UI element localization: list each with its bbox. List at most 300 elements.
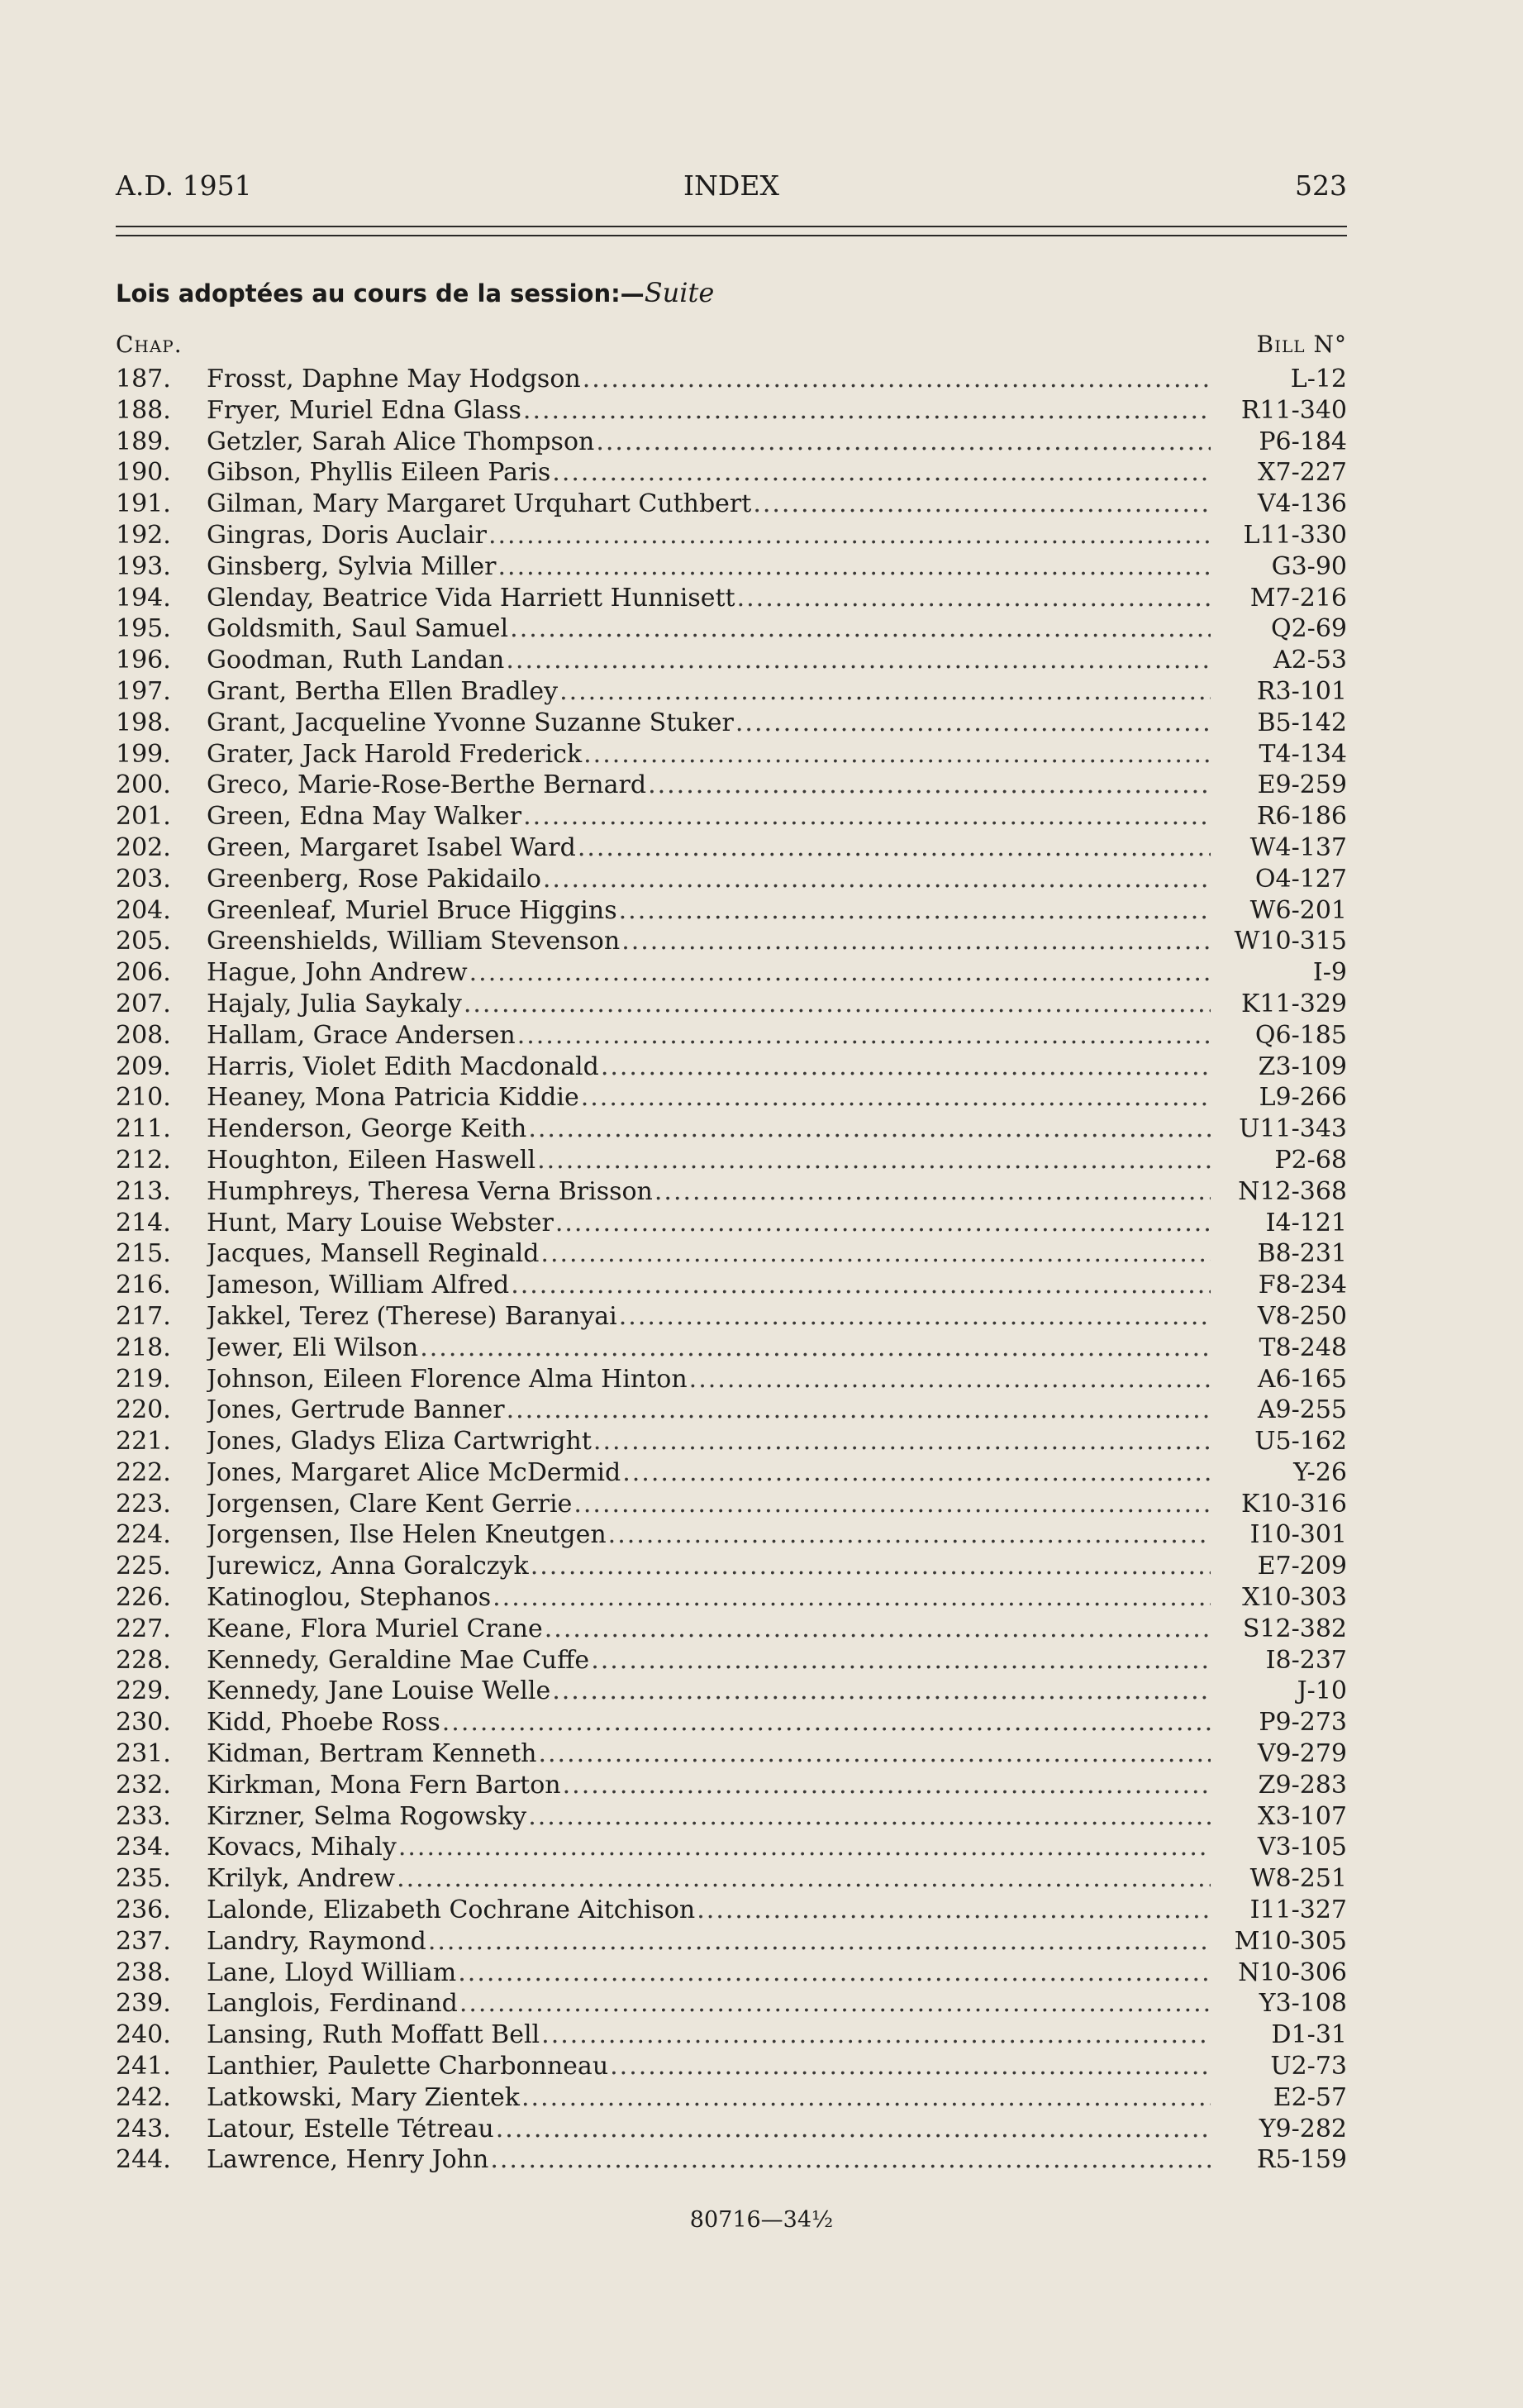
entry-name-leader <box>207 489 1211 520</box>
entry-bill-number: I10-301 <box>1249 1520 1347 1550</box>
index-entry <box>116 1020 1347 1051</box>
entry-name-leader <box>207 1176 1211 1208</box>
entry-name: Hague, John Andrew <box>207 958 468 988</box>
entry-chapter: 191. <box>116 489 171 519</box>
index-entry <box>116 2144 1347 2176</box>
entry-name-leader <box>207 645 1211 676</box>
entry-chapter: 243. <box>116 2114 171 2143</box>
entry-chapter: 213. <box>116 1176 171 1206</box>
entry-chapter: 228. <box>116 1645 171 1675</box>
entry-name: Getzler, Sarah Alice Thompson <box>207 427 595 456</box>
entry-bill-number: L9-266 <box>1259 1083 1347 1113</box>
entry-name: Jorgensen, Clare Kent Gerrie <box>207 1489 573 1519</box>
entry-bill-number: V8-250 <box>1257 1301 1347 1331</box>
entry-name-leader <box>207 1489 1211 1520</box>
entry-name-leader <box>207 1457 1211 1489</box>
entry-bill-number: I4-121 <box>1265 1208 1347 1237</box>
entry-bill-number: L11-330 <box>1243 520 1347 550</box>
entry-name-leader <box>207 1926 1211 1957</box>
entry-name: Ginsberg, Sylvia Miller <box>207 551 497 581</box>
entry-chapter: 223. <box>116 1489 171 1519</box>
entry-bill-number: Z3-109 <box>1258 1051 1347 1081</box>
entry-bill-number: P9-273 <box>1259 1708 1347 1738</box>
entry-name-leader <box>207 1863 1211 1895</box>
entry-name-leader <box>207 1645 1211 1676</box>
entry-chapter: 187. <box>116 365 171 393</box>
entry-name: Greenleaf, Muriel Bruce Higgins <box>207 895 617 925</box>
printer-signature: 80716—34½ <box>689 2207 834 2233</box>
index-entries <box>116 364 1347 2176</box>
index-entry <box>116 1176 1347 1208</box>
index-entry <box>116 1770 1347 1801</box>
index-entry <box>116 1551 1347 1582</box>
entry-bill-number: A9-255 <box>1257 1395 1347 1425</box>
entry-bill-number: B8-231 <box>1257 1239 1347 1269</box>
entry-name: Fryer, Muriel Edna Glass <box>207 395 521 425</box>
entry-bill-number: Q2-69 <box>1271 614 1347 644</box>
entry-name-leader <box>207 364 1211 395</box>
entry-name: Houghton, Eileen Haswell <box>207 1145 536 1175</box>
entry-name: Kennedy, Geraldine Mae Cuffe <box>207 1645 590 1675</box>
entry-name-leader <box>207 989 1211 1020</box>
index-entry <box>116 489 1347 520</box>
entry-name: Lawrence, Henry John <box>207 2145 489 2175</box>
index-entry <box>116 1457 1347 1489</box>
index-entry <box>116 1895 1347 1926</box>
entry-name: Jorgensen, Ilse Helen Kneutgen <box>207 1520 607 1550</box>
entry-chapter: 226. <box>116 1583 171 1613</box>
entry-name: Jameson, William Alfred <box>207 1271 510 1300</box>
index-entry <box>116 2051 1347 2082</box>
entry-name-leader <box>207 1676 1211 1707</box>
entry-chapter: 204. <box>116 895 171 925</box>
entry-name: Henderson, George Keith <box>207 1114 527 1144</box>
entry-name-leader <box>207 1270 1211 1301</box>
entry-name: Goodman, Ruth Landan <box>207 646 505 675</box>
entry-name: Krilyk, Andrew <box>207 1864 396 1894</box>
entry-chapter: 214. <box>116 1208 171 1237</box>
entry-bill-number: R5-159 <box>1256 2145 1347 2175</box>
entry-name-leader <box>207 583 1211 614</box>
entry-name-leader <box>207 2019 1211 2051</box>
index-entry <box>116 832 1347 864</box>
index-entry <box>116 1333 1347 1364</box>
section-title: Lois adoptées au cours de la session:— <box>116 279 645 308</box>
index-entry <box>116 708 1347 739</box>
entry-name-leader <box>207 1208 1211 1239</box>
index-entry <box>116 1645 1347 1676</box>
entry-name-leader <box>207 1301 1211 1333</box>
entry-chapter: 190. <box>116 458 171 488</box>
entry-chapter: 189. <box>116 427 171 456</box>
index-entry <box>116 1426 1347 1457</box>
index-entry <box>116 1926 1347 1957</box>
entry-chapter: 242. <box>116 2082 171 2112</box>
entry-chapter: 208. <box>116 1020 171 1050</box>
entry-chapter: 239. <box>116 1989 171 2019</box>
entry-name: Hallam, Grace Andersen <box>207 1020 516 1050</box>
entry-name-leader <box>207 395 1211 427</box>
entry-name: Greenshields, William Stevenson <box>207 927 621 956</box>
entry-chapter: 203. <box>116 864 171 894</box>
entry-chapter: 198. <box>116 708 171 737</box>
entry-name-leader <box>207 1957 1211 1989</box>
entry-name-leader <box>207 1832 1211 1863</box>
entry-name-leader <box>207 1395 1211 1426</box>
index-entry <box>116 613 1347 645</box>
entry-bill-number: M10-305 <box>1234 1926 1347 1956</box>
entry-chapter: 229. <box>116 1676 171 1706</box>
entry-bill-number: N12-368 <box>1238 1176 1347 1206</box>
entry-name: Greco, Marie-Rose-Berthe Bernard <box>207 770 647 800</box>
entry-name-leader <box>207 520 1211 551</box>
entry-bill-number: R3-101 <box>1256 676 1347 706</box>
entry-bill-number: X3-107 <box>1258 1801 1347 1831</box>
entry-name-leader <box>207 1801 1211 1833</box>
entry-bill-number: W10-315 <box>1234 927 1347 956</box>
entry-chapter: 240. <box>116 2020 171 2050</box>
entry-bill-number: J-10 <box>1297 1676 1347 1706</box>
entry-bill-number: N10-306 <box>1238 1957 1347 1987</box>
entry-bill-number: V4-136 <box>1257 489 1347 519</box>
entry-chapter: 200. <box>116 770 171 800</box>
entry-name: Hunt, Mary Louise Webster <box>207 1208 554 1237</box>
entry-name: Johnson, Eileen Florence Alma Hinton <box>207 1364 688 1394</box>
entry-name: Kennedy, Jane Louise Welle <box>207 1676 551 1706</box>
index-entry <box>116 1270 1347 1301</box>
entry-name: Katinoglou, Stephanos <box>207 1583 492 1613</box>
entry-name-leader <box>207 2082 1211 2114</box>
entry-name: Humphreys, Theresa Verna Brisson <box>207 1176 653 1206</box>
entry-chapter: 199. <box>116 739 171 769</box>
entry-name-leader <box>207 1113 1211 1145</box>
entry-bill-number: X10-303 <box>1242 1583 1347 1613</box>
entry-name: Kovacs, Mihaly <box>207 1833 397 1862</box>
entry-name: Lanthier, Paulette Charbonneau <box>207 2052 609 2081</box>
index-entry <box>116 1364 1347 1395</box>
entry-chapter: 197. <box>116 676 171 706</box>
entry-name: Kidman, Bertram Kenneth <box>207 1739 537 1769</box>
entry-chapter: 224. <box>116 1520 171 1550</box>
page-number: 523 <box>1295 169 1347 202</box>
entry-bill-number: U11-343 <box>1239 1114 1347 1144</box>
entry-name-leader <box>207 1051 1211 1083</box>
entry-bill-number: E7-209 <box>1257 1552 1347 1581</box>
entry-chapter: 232. <box>116 1770 171 1800</box>
entry-name-leader <box>207 1020 1211 1051</box>
entry-bill-number: W8-251 <box>1249 1864 1347 1894</box>
entry-chapter: 211. <box>116 1114 171 1144</box>
index-entry <box>116 1489 1347 1520</box>
entry-name-leader <box>207 551 1211 583</box>
entry-chapter: 220. <box>116 1395 171 1425</box>
entry-bill-number: U2-73 <box>1270 2052 1347 2081</box>
entry-chapter: 215. <box>116 1239 171 1269</box>
entry-name-leader <box>207 832 1211 864</box>
entry-chapter: 234. <box>116 1833 171 1862</box>
entry-name-leader <box>207 926 1211 957</box>
entry-name-leader <box>207 708 1211 739</box>
index-entry <box>116 1145 1347 1176</box>
entry-bill-number: A6-165 <box>1257 1364 1347 1394</box>
entry-chapter: 212. <box>116 1145 171 1175</box>
entry-bill-number: D1-31 <box>1271 2020 1347 2050</box>
entry-name: Kidd, Phoebe Ross <box>207 1708 440 1738</box>
entry-name-leader <box>207 1614 1211 1645</box>
entry-name: Lalonde, Elizabeth Cochrane Aitchison <box>207 1895 696 1925</box>
entry-bill-number: M7-216 <box>1249 583 1347 613</box>
index-entry <box>116 1832 1347 1863</box>
entry-name-leader <box>207 1707 1211 1738</box>
index-entry <box>116 770 1347 801</box>
entry-name-leader <box>207 1238 1211 1270</box>
entry-bill-number: Q6-185 <box>1254 1020 1347 1050</box>
entry-bill-number: P2-68 <box>1274 1145 1347 1175</box>
entry-bill-number: Z9-283 <box>1258 1770 1347 1800</box>
entry-chapter: 210. <box>116 1083 171 1113</box>
entry-bill-number: L-12 <box>1290 365 1347 393</box>
entry-name: Keane, Flora Muriel Crane <box>207 1614 543 1643</box>
entry-bill-number: V3-105 <box>1257 1833 1347 1862</box>
column-header-bill: Bill N° <box>1256 331 1347 358</box>
entry-chapter: 207. <box>116 989 171 1018</box>
index-entry <box>116 1208 1347 1239</box>
index-entry <box>116 895 1347 927</box>
entry-chapter: 221. <box>116 1427 171 1457</box>
entry-name: Lane, Lloyd William <box>207 1957 457 1987</box>
entry-chapter: 244. <box>116 2145 171 2175</box>
header-title: INDEX <box>683 169 779 202</box>
entry-bill-number: I11-327 <box>1249 1895 1347 1925</box>
entry-chapter: 216. <box>116 1271 171 1300</box>
index-entry <box>116 2082 1347 2114</box>
entry-name: Lansing, Ruth Moffatt Bell <box>207 2020 540 2050</box>
entry-chapter: 227. <box>116 1614 171 1643</box>
index-entry <box>116 645 1347 676</box>
entry-chapter: 196. <box>116 646 171 675</box>
running-head <box>116 169 1347 211</box>
entry-name: Frosst, Daphne May Hodgson <box>207 365 581 393</box>
index-entry <box>116 1738 1347 1770</box>
entry-name: Latour, Estelle Tétreau <box>207 2114 494 2143</box>
entry-name-leader <box>207 895 1211 927</box>
entry-chapter: 201. <box>116 802 171 832</box>
entry-name: Jewer, Eli Wilson <box>207 1333 419 1362</box>
entry-name-leader <box>207 2051 1211 2082</box>
entry-name-leader <box>207 1333 1211 1364</box>
index-entry <box>116 1801 1347 1833</box>
index-entry <box>116 1707 1347 1738</box>
index-entry <box>116 427 1347 458</box>
entry-name-leader <box>207 1145 1211 1176</box>
index-entry <box>116 395 1347 427</box>
index-entry <box>116 926 1347 957</box>
entry-name-leader <box>207 427 1211 458</box>
index-entry <box>116 1957 1347 1989</box>
entry-bill-number: S12-382 <box>1242 1614 1347 1643</box>
index-entry <box>116 1051 1347 1083</box>
entry-name-leader <box>207 957 1211 989</box>
entry-chapter: 193. <box>116 551 171 581</box>
entry-bill-number: K10-316 <box>1241 1489 1347 1519</box>
index-entry <box>116 1519 1347 1551</box>
entry-chapter: 231. <box>116 1739 171 1769</box>
entry-name-leader <box>207 1770 1211 1801</box>
entry-name: Jones, Gertrude Banner <box>207 1395 505 1425</box>
entry-name-leader <box>207 676 1211 708</box>
entry-name: Jones, Margaret Alice McDermid <box>207 1457 621 1487</box>
section-heading <box>116 277 714 308</box>
entry-chapter: 206. <box>116 958 171 988</box>
entry-bill-number: Y9-282 <box>1259 2114 1347 2143</box>
entry-chapter: 195. <box>116 614 171 644</box>
header-year: A.D. 1951 <box>116 169 252 202</box>
entry-chapter: 233. <box>116 1801 171 1831</box>
index-entry <box>116 1582 1347 1614</box>
index-entry <box>116 1238 1347 1270</box>
index-entry <box>116 676 1347 708</box>
entry-name: Kirzner, Selma Rogowsky <box>207 1801 527 1831</box>
entry-bill-number: E9-259 <box>1257 770 1347 800</box>
entry-name: Gibson, Phyllis Eileen Paris <box>207 458 551 488</box>
entry-chapter: 202. <box>116 832 171 862</box>
entry-bill-number: O4-127 <box>1254 864 1347 894</box>
index-entry <box>116 989 1347 1020</box>
entry-chapter: 218. <box>116 1333 171 1362</box>
entry-chapter: 205. <box>116 927 171 956</box>
entry-bill-number: W4-137 <box>1249 832 1347 862</box>
entry-bill-number: W6-201 <box>1249 895 1347 925</box>
entry-bill-number: T8-248 <box>1259 1333 1347 1362</box>
entry-bill-number: Y3-108 <box>1259 1989 1347 2019</box>
index-entry <box>116 957 1347 989</box>
index-entry <box>116 864 1347 895</box>
entry-name-leader <box>207 1988 1211 2019</box>
entry-bill-number: Y-26 <box>1293 1457 1347 1487</box>
entry-bill-number: R6-186 <box>1256 802 1347 832</box>
entry-name-leader <box>207 1426 1211 1457</box>
index-entry <box>116 739 1347 770</box>
entry-name-leader <box>207 1364 1211 1395</box>
entry-chapter: 192. <box>116 520 171 550</box>
entry-bill-number: U5-162 <box>1254 1427 1347 1457</box>
entry-name: Jakkel, Terez (Therese) Baranyai <box>207 1301 617 1331</box>
entry-bill-number: T4-134 <box>1259 739 1347 769</box>
index-entry <box>116 520 1347 551</box>
index-entry <box>116 1082 1347 1113</box>
index-entry <box>116 1863 1347 1895</box>
entry-bill-number: I-9 <box>1312 958 1347 988</box>
entry-bill-number: I8-237 <box>1265 1645 1347 1675</box>
entry-chapter: 222. <box>116 1457 171 1487</box>
index-entry <box>116 583 1347 614</box>
entry-bill-number: R11-340 <box>1240 395 1347 425</box>
entry-chapter: 237. <box>116 1926 171 1956</box>
entry-name-leader <box>207 1738 1211 1770</box>
entry-name-leader <box>207 801 1211 832</box>
index-entry <box>116 2114 1347 2145</box>
entry-name-leader <box>207 770 1211 801</box>
entry-chapter: 241. <box>116 2052 171 2081</box>
entry-name-leader <box>207 864 1211 895</box>
header-rule-top <box>116 226 1347 227</box>
entry-name: Jacques, Mansell Reginald <box>207 1239 540 1269</box>
entry-name: Grater, Jack Harold Frederick <box>207 739 583 769</box>
entry-name-leader <box>207 2144 1211 2176</box>
entry-name: Hajaly, Julia Saykaly <box>207 989 462 1018</box>
entry-name-leader <box>207 2114 1211 2145</box>
entry-chapter: 225. <box>116 1552 171 1581</box>
entry-bill-number: V9-279 <box>1257 1739 1347 1769</box>
entry-bill-number: G3-90 <box>1271 551 1347 581</box>
entry-name: Grant, Jacqueline Yvonne Suzanne Stuker <box>207 708 734 737</box>
entry-name: Grant, Bertha Ellen Bradley <box>207 676 559 706</box>
index-entry <box>116 364 1347 395</box>
entry-chapter: 194. <box>116 583 171 613</box>
index-entry <box>116 551 1347 583</box>
entry-chapter: 217. <box>116 1301 171 1331</box>
entry-bill-number: X7-227 <box>1258 458 1347 488</box>
entry-name: Landry, Raymond <box>207 1926 426 1956</box>
entry-name: Glenday, Beatrice Vida Harriett Hunnisett <box>207 583 735 613</box>
entry-chapter: 219. <box>116 1364 171 1394</box>
entry-name: Harris, Violet Edith Macdonald <box>207 1051 599 1081</box>
entry-name-leader <box>207 457 1211 489</box>
header-rule-bottom <box>116 235 1347 236</box>
entry-bill-number: P6-184 <box>1259 427 1347 456</box>
entry-bill-number: A2-53 <box>1273 646 1347 675</box>
entry-name: Goldsmith, Saul Samuel <box>207 614 509 644</box>
entry-name-leader <box>207 1519 1211 1551</box>
entry-name: Kirkman, Mona Fern Barton <box>207 1770 561 1800</box>
entry-name-leader <box>207 1082 1211 1113</box>
index-entry <box>116 801 1347 832</box>
index-entry <box>116 2019 1347 2051</box>
entry-name: Langlois, Ferdinand <box>207 1989 458 2019</box>
entry-chapter: 236. <box>116 1895 171 1925</box>
entry-name-leader <box>207 739 1211 770</box>
entry-chapter: 238. <box>116 1957 171 1987</box>
entry-chapter: 235. <box>116 1864 171 1894</box>
index-entry <box>116 1988 1347 2019</box>
index-entry <box>116 1395 1347 1426</box>
entry-name: Jones, Gladys Eliza Cartwright <box>207 1427 592 1457</box>
entry-bill-number: B5-142 <box>1257 708 1347 737</box>
index-entry <box>116 1113 1347 1145</box>
entry-name: Jurewicz, Anna Goralczyk <box>207 1552 529 1581</box>
entry-name: Green, Margaret Isabel Ward <box>207 832 576 862</box>
column-header-chap: Chap. <box>116 331 183 358</box>
entry-chapter: 230. <box>116 1708 171 1738</box>
entry-name: Latkowski, Mary Zientek <box>207 2082 520 2112</box>
section-suite: Suite <box>644 277 715 308</box>
entry-bill-number: K11-329 <box>1241 989 1347 1018</box>
entry-name: Heaney, Mona Patricia Kiddie <box>207 1083 579 1113</box>
index-entry <box>116 1676 1347 1707</box>
entry-bill-number: F8-234 <box>1258 1271 1347 1300</box>
index-entry <box>116 457 1347 489</box>
entry-name-leader <box>207 1895 1211 1926</box>
index-entry <box>116 1614 1347 1645</box>
entry-name: Gingras, Doris Auclair <box>207 520 487 550</box>
index-entry <box>116 1301 1347 1333</box>
entry-name-leader <box>207 1582 1211 1614</box>
entry-chapter: 209. <box>116 1051 171 1081</box>
entry-name: Green, Edna May Walker <box>207 802 522 832</box>
entry-name: Greenberg, Rose Pakidailo <box>207 864 541 894</box>
entry-name-leader <box>207 1551 1211 1582</box>
entry-name: Gilman, Mary Margaret Urquhart Cuthbert <box>207 489 752 519</box>
